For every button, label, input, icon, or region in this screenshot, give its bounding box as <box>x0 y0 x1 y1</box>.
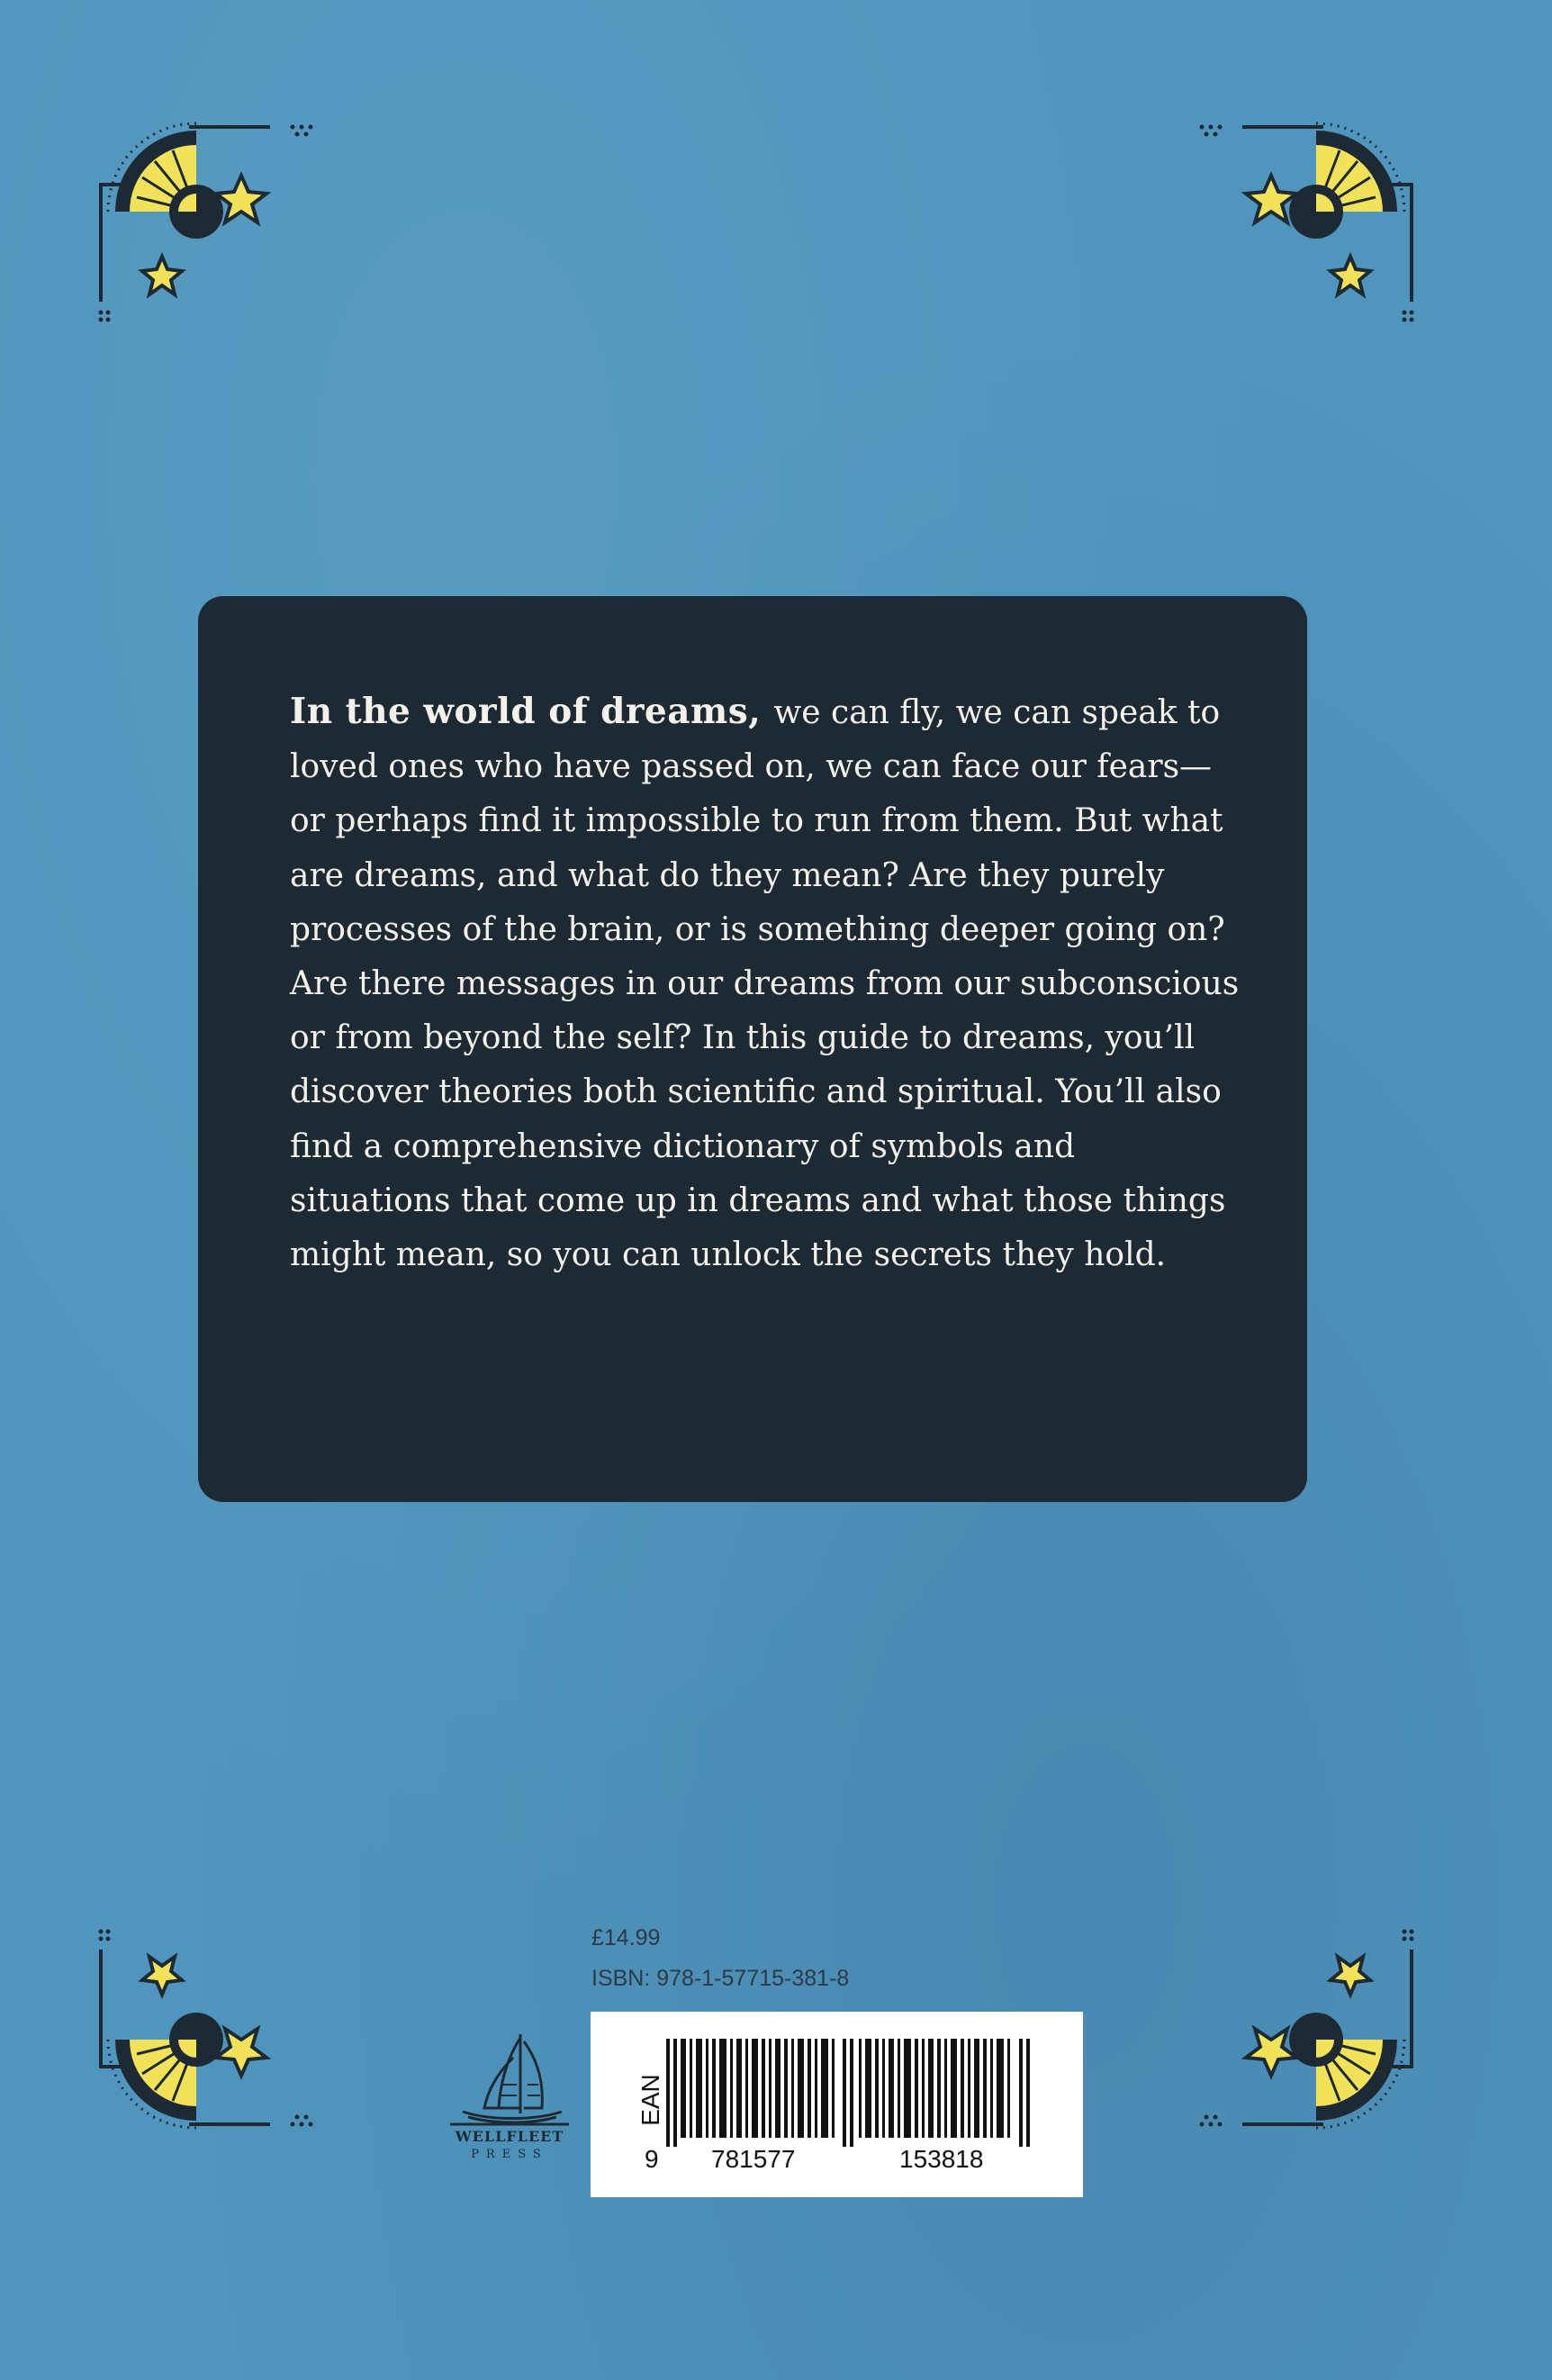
star-icon <box>1246 176 1296 222</box>
corner-ornament-top-left <box>90 122 378 329</box>
blurb-box <box>198 596 1307 1502</box>
star-icon <box>1246 2029 1296 2076</box>
ship-logo-icon <box>445 2031 574 2139</box>
barcode-digit-prefix: 9 <box>645 2145 659 2173</box>
publisher-sub: PRESS <box>471 2148 548 2161</box>
sun-ornament-icon <box>1134 122 1422 329</box>
ean-label: EAN <box>636 2074 664 2126</box>
corner-ornament-top-right <box>1134 122 1422 329</box>
star-icon <box>216 2029 266 2076</box>
star-icon <box>216 176 266 222</box>
star-icon <box>1331 1957 1370 1995</box>
corner-ornament-bottom-left <box>90 1923 378 2130</box>
publisher-logo <box>445 2031 574 2175</box>
barcode-digits-left: 781577 <box>711 2145 796 2173</box>
sun-ornament-icon <box>90 122 378 329</box>
blurb-text <box>290 684 1244 1282</box>
barcode-bars <box>666 2039 1044 2147</box>
sun-ornament-icon <box>1134 1923 1422 2130</box>
blurb-lead: In the world of dreams, <box>290 691 774 732</box>
barcode-box <box>591 2012 1083 2197</box>
isbn-label: ISBN: 978-1-57715-381-8 <box>591 1966 850 1991</box>
star-icon <box>142 257 182 294</box>
barcode-digits-right: 153818 <box>899 2145 984 2173</box>
sun-ornament-icon <box>90 1923 378 2130</box>
price-label: £14.99 <box>591 1925 661 1950</box>
publisher-name: WELLFLEET <box>455 2128 564 2145</box>
corner-ornament-bottom-right <box>1134 1923 1422 2130</box>
blurb-body: we can fly, we can speak to loved ones who have passed on, we can face our fears—or perhaps find it impossible to run from them. But what are dreams, and what do they mean? Are they purely processes of the brain, or is something deeper going on? Are there messages in our dreams from our subconscious or from beyond the self? In this guide to dreams, you’ll discover theories both scientific and spiritual. You’ll also find a comprehensive dictionary of symbols and situations that come up in dreams and what those things might mean, so you can unlock the secrets they hold. <box>290 694 1240 1274</box>
star-icon <box>142 1957 182 1995</box>
star-icon <box>1331 257 1370 294</box>
